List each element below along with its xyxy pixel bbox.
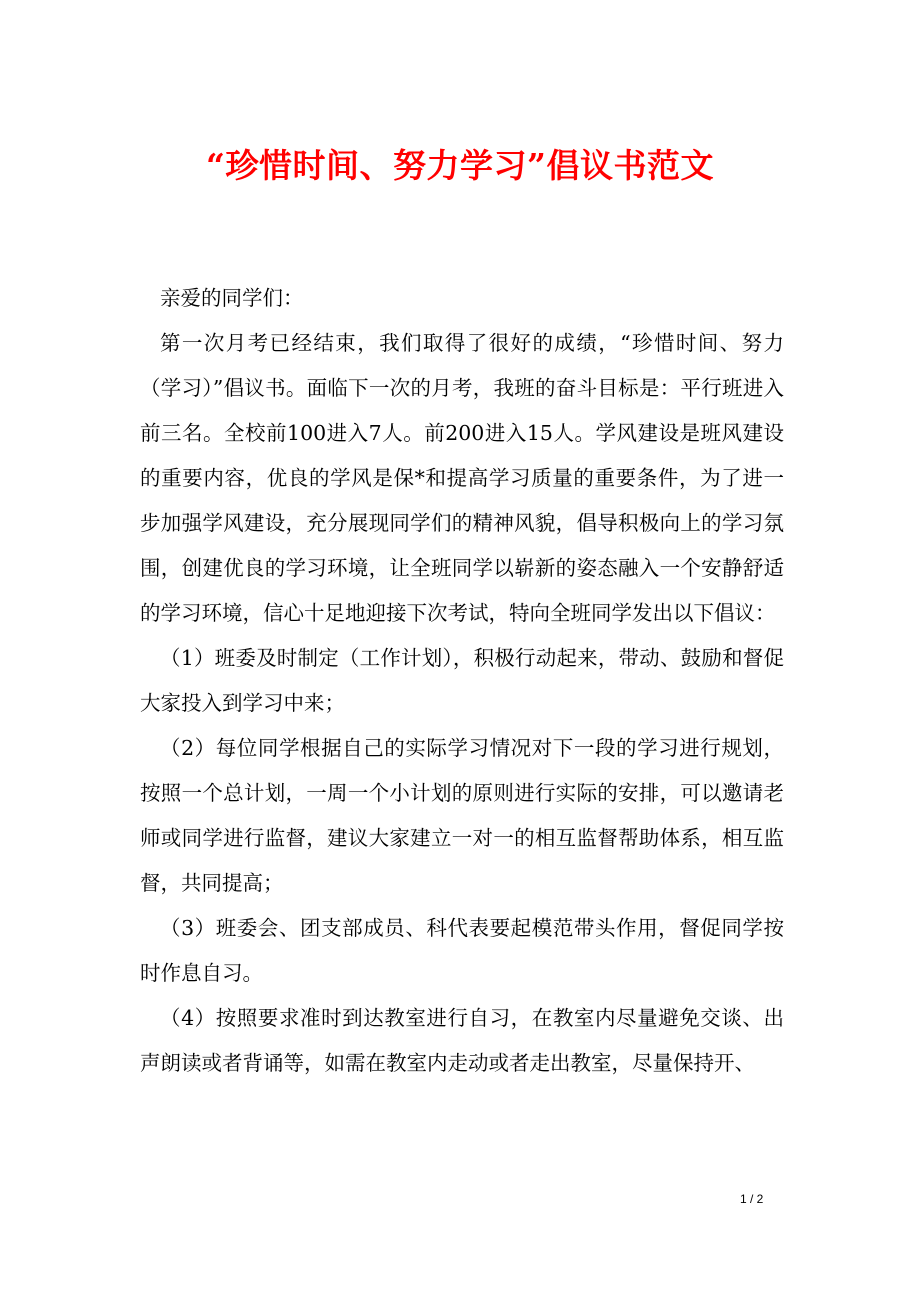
proposal-item-3: （3）班委会、团支部成员、科代表要起模范带头作用，督促同学按时作息自习。 xyxy=(140,916,784,985)
proposal-item-4: （4）按照要求准时到达教室进行自习，在教室内尽量避免交谈、出声朗读或者背诵等，如需在教室内走动或者走出教室，尽量保持开、 xyxy=(140,1006,784,1075)
document-title: “珍惜时间、努力学习”倡议书范文 xyxy=(206,146,714,185)
document-body xyxy=(140,276,784,1086)
intro-paragraph: 第一次月考已经结束，我们取得了很好的成绩，“珍惜时间、努力（学习）”倡议书。面临下一次的月考，我班的奋斗目标是：平行班进入前三名。全校前100进入7人。前200进入15人。学风建设是班风建设的重要内容，优良的学风是保*和提高学习质量的重要条件，为了进一步加强学风建设，充分展现同学们的精神风貌，倡导积极向上的学习氛围，创建优良的学习环境，让全班同学以崭新的姿态融入一个安静舒适的学习环境，信心十足地迎接下次考试，特向全班同学发出以下倡议： xyxy=(140,331,784,625)
salutation-paragraph: 亲爱的同学们： xyxy=(160,286,304,310)
proposal-item-1: （1）班委及时制定（工作计划），积极行动起来，带动、鼓励和督促大家投入到学习中来； xyxy=(140,646,784,715)
page-number: 1 / 2 xyxy=(740,1192,764,1206)
proposal-item-2: （2）每位同学根据自己的实际学习情况对下一段的学习进行规划，按照一个总计划，一周一个小计划的原则进行实际的安排，可以邀请老师或同学进行监督，建议大家建立一对一的相互监督帮助体系，相互监督，共同提高； xyxy=(140,736,784,895)
